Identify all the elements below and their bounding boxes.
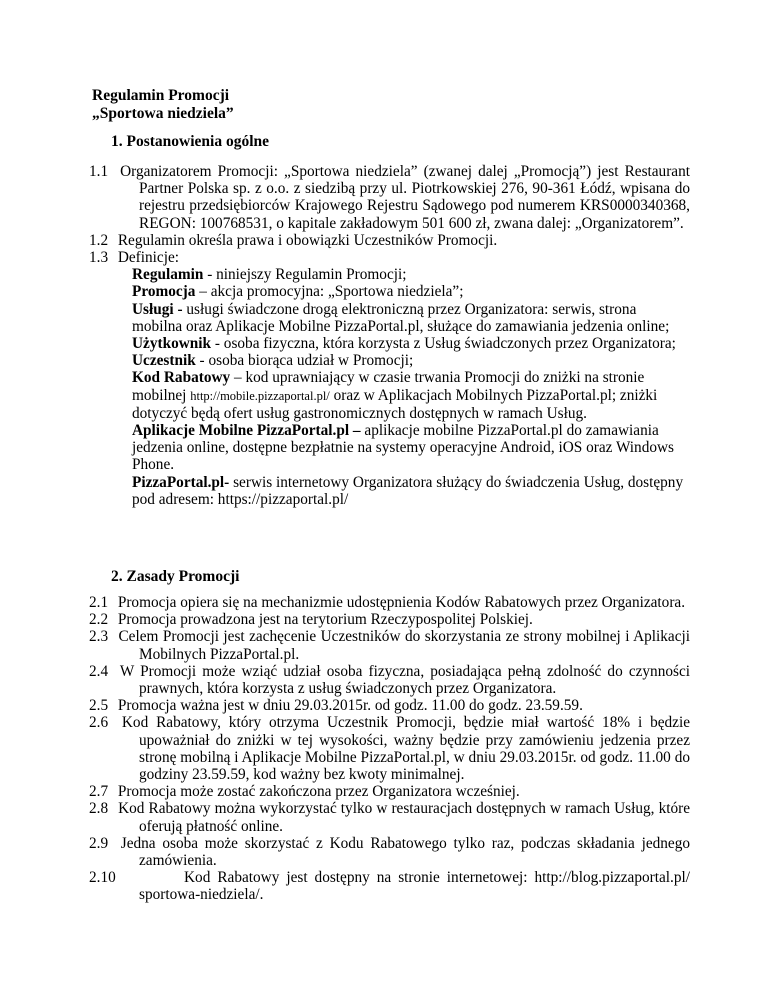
list-item: 1.1 Organizatorem Promocji: „Sportowa niedziela” (zwanej dalej „Promocją”) jest Restaurant Partner Polska sp. z o.o. z siedzibą przy ul. Piotrkowskiej 276, 90-361 Łódź, wpisana do rejestru przedsiębiorców Krajowego Rejestru Sądowego pod numerem KRS0000340368, REGON: 100768531, o kapitale zakładowym 501 600 zł, zwana dalej: „Organizatorem”.	[89, 163, 690, 232]
mobile-site-link[interactable]: http://mobile.pizzaportal.pl/	[190, 388, 330, 403]
list-item: 2.1 Promocja opiera się na mechanizmie udostępnienia Kodów Rabatowych przez Organizatora.	[89, 594, 686, 611]
list-item: 2.9 Jedna osoba może skorzystać z Kodu Rabatowego tylko raz, podczas składania jednego zamówienia.	[89, 834, 690, 870]
definition-item: Użytkownik - osoba fizyczna, która korzysta z Usług świadczonych przez Organizatora;	[132, 335, 676, 353]
definition-item-kod-rabatowy: Kod Rabatowy – kod uprawniający w czasie trwania Promocji do zniżki na stronie mobilnej http://mobile.pizzaportal.pl/ oraz w Aplikacjach Mobilnych PizzaPortal.pl; zniżki dotyczyć będą ofert usług gastronomicznych dostępnych w ramach Usług.	[132, 369, 658, 422]
list-item: 2.5 Promocja ważna jest w dniu 29.03.2015r. od godz. 11.00 do godz. 23.59.59.	[89, 697, 583, 715]
definition-item: PizzaPortal.pl- serwis internetowy Organizatora służący do świadczenia Usług, dostępny pod adresem: https://pizzaportal.pl/	[132, 473, 684, 508]
list-item: 1.3 Definicje:	[89, 249, 179, 267]
definition-item: Aplikacje Mobilne PizzaPortal.pl – aplikacje mobilne PizzaPortal.pl do zamawiania jedzenia online, dostępne bezpłatnie na systemy operacyjne Android, iOS oraz Windows Phone.	[132, 422, 674, 474]
section-1-list	[89, 163, 690, 508]
list-item: 2.8 Kod Rabatowy można wykorzystać tylko w restauracjach dostępnych w ramach Usług, które oferują płatność online.	[89, 800, 690, 835]
section-heading-1: 1. Postanowienia ogólne	[111, 133, 270, 150]
list-item: 2.10 Kod Rabatowy jest dostępny na stronie internetowej: http://blog.pizzaportal.pl/ sportowa-niedziela/.	[89, 869, 690, 904]
list-item: 2.3 Celem Promocji jest zachęcenie Uczestników do skorzystania ze strony mobilnej i Aplikacji Mobilnych PizzaPortal.pl.	[89, 628, 690, 663]
list-item: 2.2 Promocja prowadzona jest na terytorium Rzeczypospolitej Polskiej.	[89, 611, 533, 629]
definition-item: Uczestnik - osoba biorąca udział w Promocji;	[132, 352, 414, 370]
section-heading-2: 2. Zasady Promocji	[111, 568, 240, 585]
list-item: 2.4 W Promocji może wziąć udział osoba fizyczna, posiadająca pełną zdolność do czynności prawnych, która korzysta z usług świadczonych przez Organizatora.	[89, 662, 690, 698]
section-2-list	[89, 594, 690, 904]
definitions-list	[114, 266, 690, 508]
document-subtitle: „Sportowa niedziela”	[92, 105, 234, 122]
definition-item: Regulamin - niniejszy Regulamin Promocji;	[132, 266, 407, 284]
definition-item: Promocja – akcja promocyjna: „Sportowa niedziela”;	[132, 283, 464, 301]
list-item: 2.7 Promocja może zostać zakończona przez Organizatora wcześniej.	[89, 783, 520, 801]
definition-item: Usługi - usługi świadczone drogą elektroniczną przez Organizatora: serwis, strona mobilna oraz Aplikacje Mobilne PizzaPortal.pl, służące do zamawiania jedzenia online;	[132, 300, 670, 335]
list-item: 1.2 Regulamin określa prawa i obowiązki Uczestników Promocji.	[89, 231, 498, 249]
document-title: Regulamin Promocji	[92, 87, 230, 104]
list-item: 2.6 Kod Rabatowy, który otrzyma Uczestnik Promocji, będzie miał wartość 18% i będzie upoważniał do zniżki w tej wysokości, ważny będzie przy zamówieniu jedzenia przez stronę mobilną i Aplikacje Mobilne PizzaPortal.pl, w dniu 29.03.2015r. od godz. 11.00 do godziny 23.59.59, kod ważny bez kwoty minimalnej.	[89, 714, 690, 784]
